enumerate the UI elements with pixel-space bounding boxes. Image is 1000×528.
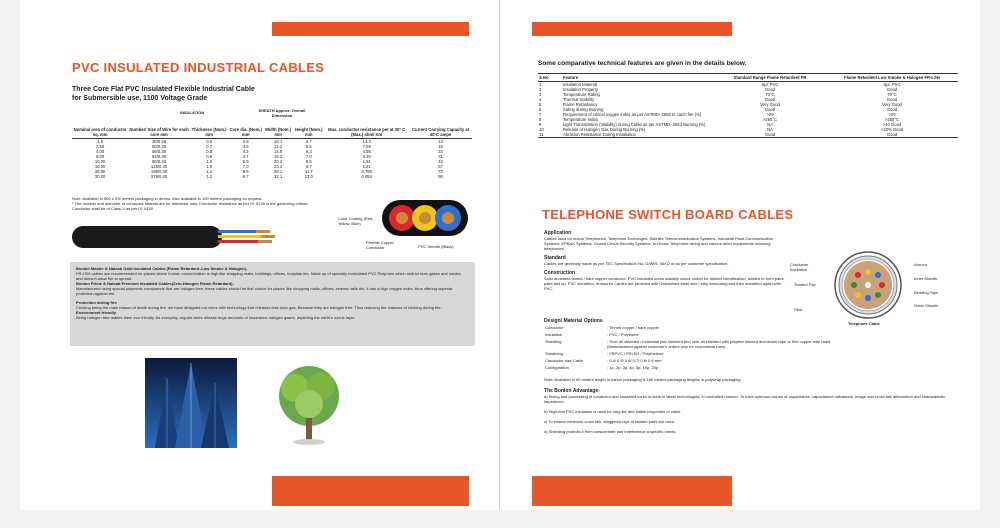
cell: Very Good <box>882 102 902 107</box>
cell: Insulation Material <box>563 82 597 87</box>
cell: 72 <box>438 169 443 174</box>
cell: 1.91 <box>362 159 371 164</box>
info-heading: Bonlon Prime & Natcab Premium Insulated Cables(Zero-Halogen Flame Retardant)- <box>76 281 234 286</box>
cell: 3.30 <box>362 154 371 159</box>
cell: 16.2 <box>274 154 283 159</box>
cell: NA <box>767 122 773 127</box>
label-flexible-conductor: Flexible Copper Conductor <box>366 240 395 250</box>
cell: Good <box>886 132 898 137</box>
info-text: FR-LSH cables are recommended for places where human concentration is high like shopping malls, buildings, offices, hospitas etc. Made up of specially formulated PVC Polymers which restrict toxic gases and smoke, and doesn't allow fire to spread. <box>76 271 462 281</box>
col-sno: S.No <box>538 74 562 82</box>
cell: 30/0.25 <box>152 139 167 144</box>
col-wire-size: Number/ Size of Wire for each core mm <box>129 127 189 137</box>
cell: Conductor <box>545 325 564 330</box>
insulation-group-label: INSULATION <box>180 110 205 115</box>
cell: 20.2 <box>274 159 283 164</box>
cell: Requirement of critical oxygen index as per ASTMD- 2863 to catch fire (%) <box>563 112 702 117</box>
telephone-title: TELEPHONE SWITCH BOARD CABLES <box>542 207 794 222</box>
cell: Thermal Stability <box>563 97 595 102</box>
cell: Temperature Rating <box>563 92 600 97</box>
col-current: Current Carrying Capacity at 40°C ampe <box>409 126 472 139</box>
info-text: Manufactured using special polymeric compounds that are halogen-free, these cables should be first choice for places like shopping malls, offices, cinema halls etc. it has a high oxygen index, thus offering superior protection against fire. <box>76 286 453 296</box>
cell: 4.7 <box>305 139 312 144</box>
cell: 196/0.40 <box>150 169 168 174</box>
label-inner-sheath: Inner Sheath <box>914 276 937 281</box>
cell: 24 <box>438 149 443 154</box>
construction-heading: Construction <box>544 270 576 276</box>
label-armour: Armour <box>914 262 928 267</box>
cell: Good <box>764 97 776 102</box>
cable-cross-section <box>380 196 470 240</box>
label-filler: Filler <box>794 307 803 312</box>
standard-heading: Standard <box>544 255 566 261</box>
cell: 7 <box>539 112 542 117</box>
cell: 2 <box>539 87 542 92</box>
city-buildings-photo <box>145 358 237 448</box>
cell: Good <box>886 97 898 102</box>
cell: NA <box>767 127 773 132</box>
table-row <box>544 338 838 350</box>
cell: Good <box>886 87 898 92</box>
info-text: Choking being the main reason of death during fire, we have designed our wires with technology that releases less toxic gas. Because they are halogen free. Thus reducing the chances of choking during fire. <box>76 305 442 310</box>
cell: 0.6 <box>206 139 213 144</box>
cell: 8 <box>539 117 542 122</box>
cell: 30.00 <box>94 174 106 179</box>
cell: 0.554 <box>361 174 372 179</box>
cell: 0.8 <box>206 154 213 159</box>
advantage-item: b) High-end PVC insulation is used for long life and stable properties of cable. <box>544 409 682 414</box>
cell: 4.2 <box>242 149 249 154</box>
cell: 5.5 <box>305 144 312 149</box>
cell: 6 <box>539 107 542 112</box>
tech-table <box>538 73 958 138</box>
cell: Sheathing <box>545 351 564 356</box>
cell: 18 <box>438 144 443 149</box>
cell: 13.0 <box>304 174 313 179</box>
cell: 1 <box>539 82 542 87</box>
table-row <box>544 331 838 338</box>
cell: 7.98 <box>362 144 371 149</box>
advantage-item: d) Shielding protects it from outside/inter pair interference a specific needs. <box>544 429 677 434</box>
cell: 1.0 <box>206 159 213 164</box>
cell: 50/0.25 <box>152 144 167 149</box>
fr-lsh-info-box <box>70 262 475 346</box>
table-row <box>72 174 472 179</box>
availability-note: Note: Available in 90 meters length in carton packaging & 180 meters packaging lengths in polywrap packaging. <box>544 377 742 382</box>
col-feature: Feature <box>562 74 714 82</box>
label-outer-sheath: Outer Sheath <box>914 303 938 308</box>
left-subtitle <box>72 85 452 103</box>
cell: 5 <box>539 102 542 107</box>
cell: 0.8 <box>206 149 213 154</box>
cell: Conductor size Cable <box>545 358 584 363</box>
page-fold <box>499 0 500 510</box>
cell: : 1p, 2p, 3p, 4p, 5p, 10p, 20p <box>607 365 659 370</box>
cell: Insulation <box>545 332 563 337</box>
cell: Shielding <box>545 339 562 344</box>
cell: 8.6 <box>242 169 249 174</box>
sheath-group-label: SHEATH Approx. Overall Dimension <box>258 108 306 118</box>
spec-table <box>72 126 472 179</box>
cell: 10.00 <box>94 159 106 164</box>
cell: 1.21 <box>362 164 371 169</box>
application-heading: Application <box>544 230 572 236</box>
cell: 84/0.30 <box>152 154 167 159</box>
cell: 13 <box>438 139 443 144</box>
cell: 6.3 <box>305 149 312 154</box>
cell: 90 <box>438 174 443 179</box>
cell: Very Good <box>760 102 780 107</box>
cell: 9 <box>539 122 542 127</box>
cell: : 0.4/ 0.5/ 0.6/ 0.7/ 0.8/ 0.9 mm <box>607 358 662 363</box>
tech-header-row <box>538 74 958 82</box>
cell: >250°C <box>884 117 900 122</box>
cell: 3 <box>539 92 542 97</box>
cell: Good <box>886 107 898 112</box>
advantage-heading: The Bonlon Advantage- <box>544 388 600 394</box>
standard-text: Cables are generally made as per TEC Specification No. G/WIR- 06/02 or as per customer specification. <box>544 261 729 266</box>
cell: 31 <box>438 154 443 159</box>
cell: Light Transmission (Visibility) during Cable as per ASTMD- 2843 Burning (%) <box>563 122 706 127</box>
green-tree-photo <box>263 358 355 448</box>
cell: 126/0.40 <box>150 164 168 169</box>
cell: 25.00 <box>94 169 106 174</box>
top-orange-band-left <box>272 22 469 36</box>
cell: 23.4 <box>274 164 283 169</box>
cell: 276/0.40 <box>150 174 168 179</box>
cell: 12.2 <box>274 144 283 149</box>
cell: Temperature Index <box>563 117 598 122</box>
cell: : PVC / Polythene <box>607 332 639 337</box>
cell: 10.1 <box>274 139 283 144</box>
cell: 4.95 <box>362 149 371 154</box>
table-row <box>538 132 958 138</box>
cell: 1.2 <box>206 169 213 174</box>
cell: >40 Good <box>882 122 902 127</box>
cell: 9.7 <box>242 174 249 179</box>
cell: 4.7 <box>242 154 249 159</box>
left-page <box>20 0 500 510</box>
info-text: Being halogen free makes them eco friendly. As everyday, regular wires release huge amounts of hazardous halogen gases, depleting the earth's ozone layer. <box>76 315 356 320</box>
cell: Good <box>764 107 776 112</box>
label-color-coding: Color Coating (Red, Yellow, Blue) <box>338 216 374 226</box>
cell: Good <box>764 87 776 92</box>
cell: Configuration <box>545 365 569 370</box>
cell: 2.50 <box>96 144 105 149</box>
cell: 6.9 <box>242 159 249 164</box>
cell: 7.0 <box>242 164 249 169</box>
telephone-body-top <box>544 226 789 291</box>
cell: 1.2 <box>206 174 213 179</box>
cell: : Tinned copper / bare copper <box>607 325 660 330</box>
tech-comparison-table <box>538 73 958 138</box>
diagram-caption: Telephone Cable <box>848 321 880 326</box>
cell: 56/0.30 <box>152 149 167 154</box>
subtitle-line-2: for Submersible use, 1100 Voltage Grade <box>72 95 208 102</box>
cell: 16.00 <box>94 164 106 169</box>
top-orange-band-right <box>532 22 732 36</box>
cell: 0.780 <box>361 169 372 174</box>
subtitle-line-1: Three Core Flat PVC Insulated Flexible Industrial Cable <box>72 86 255 93</box>
telephone-cable-diagram <box>828 250 908 320</box>
label-conductor-insulation: Conductor Insulation <box>790 262 809 272</box>
cell: 14.6 <box>274 149 283 154</box>
col-height: Height (Nom.) mm <box>295 127 323 137</box>
cell: Spl. PVC <box>883 82 901 87</box>
info-heading: Environment friendly <box>76 310 117 315</box>
cell: 8.5 <box>305 159 312 164</box>
cell: >250°C <box>762 117 778 122</box>
col-resistance: Max. conductor resistance per at 20° C (Max.) ohm/ Km <box>324 126 409 139</box>
col-nominal-area: Nominal area of conductor sq. mm <box>73 127 127 137</box>
cell: 28.1 <box>274 169 283 174</box>
col-width: Width (Nom.) mm <box>263 126 293 139</box>
cell: 4.00 <box>96 149 105 154</box>
label-bedding-tape: Bedding Tape <box>914 290 939 295</box>
cell: Release of Halogen Gas During Burning (%) <box>563 127 646 132</box>
cell: 70°C <box>765 92 775 97</box>
cell: 3.5 <box>242 144 249 149</box>
cell: Insulation Property <box>563 87 598 92</box>
table-row <box>544 357 838 364</box>
note-line: Note: Available in 500 ± 5% meters packaging in drums. Also available in 100 meters packaging on request. <box>72 196 263 201</box>
advantage-item: a) Sizing and processing of conductor and Insulated cores is done in latest technologies, in controlled manner. To have optimum values of capacitance, capacitance unbalance, image and cross talk attenuation and characteristic impedence. <box>544 394 946 404</box>
spec-header-row <box>72 126 472 139</box>
cell: 13.3 <box>362 139 371 144</box>
advantage-item: c) To ensure minimum cross talk, staggered lays of twisted pairs are used. <box>544 419 676 424</box>
cell: 11 <box>539 132 544 137</box>
col-fr-lsh: Flame Retardent Low Smoke & Halogen FR-LSH <box>826 74 958 82</box>
cell: Spl. PVC <box>761 82 779 87</box>
cell: 0.7 <box>206 144 213 149</box>
col-core-dia: Core dia. (Nom.) mm <box>229 127 262 137</box>
cell: 1.0 <box>206 164 213 169</box>
cell: 42 <box>438 159 443 164</box>
cell: 70°C <box>887 92 897 97</box>
bottom-orange-band-right <box>532 476 732 506</box>
cell: 1.5 <box>97 139 104 144</box>
cell: : FRPVC / FRLSH / Polythelene <box>607 351 664 356</box>
cell: 9.7 <box>305 164 312 169</box>
design-heading: Design/ Material Options <box>544 318 603 324</box>
cable-spec-table <box>72 108 472 179</box>
cell: 2.8 <box>242 139 249 144</box>
application-text: Cables used for indoor Telephones, Telephone Exchanges, Satellite Telecommunication Systems, Industrial Plant Communication Systems, EPBAX Systems, Closed Circuit Security Systems, In-House Telephone wiring and various other equipments involving telephones. <box>544 236 774 251</box>
cell: : Over all shielded / individual pair shielded and over all shielded with polyster backed aluminium tape or fine copper wire braid (Manufactured against customer's orders only for economical runs). <box>607 339 831 349</box>
info-heading: Bonlon Master & Natcab Gold Insulated Cables (Flame Retardant–Low Smoke & Halogen)- <box>76 266 248 271</box>
cell: >29 <box>766 112 774 117</box>
telephone-body-bottom <box>544 314 956 434</box>
col-thickness: Thickness (Nom.) mm <box>191 127 227 137</box>
table-row <box>544 364 838 371</box>
cell: Flame Retardancy <box>563 102 598 107</box>
note-line: Conductor shall be of Class-V as per IS: 8130 <box>72 206 154 211</box>
flat-cable-illustration <box>68 218 278 254</box>
table-row <box>544 350 838 357</box>
cell: Good <box>764 132 776 137</box>
bottom-orange-band-left <box>272 476 469 506</box>
cell: 80/0.40 <box>152 159 167 164</box>
cell: Abrasion Resistance During Installation <box>563 132 637 137</box>
cell: 11.7 <box>304 169 313 174</box>
cell: 4 <box>539 97 542 102</box>
cell: <20% Good <box>880 127 904 132</box>
cell: 10 <box>539 127 544 132</box>
cell: 7.0 <box>305 154 312 159</box>
cell: 6.00 <box>96 154 105 159</box>
left-title: PVC INSULATED INDUSTRIAL CABLES <box>72 60 325 75</box>
info-heading: Protection during fire <box>76 300 117 305</box>
design-table <box>544 324 838 371</box>
cell: >29 <box>888 112 896 117</box>
construction-text: Solid annealed tinned / bare copper conductor, PVC insulated cores suitably colour coded for distinct identification, twisted to form pairs, pairs laid up, PVC sheathed. Armoured Cables are provided with Galvanised steel wire / strip armouring and then sheathed again with PVC. <box>544 276 785 291</box>
table-row <box>544 324 838 331</box>
cell: Safety during Burning <box>563 107 604 112</box>
cell: 32.1 <box>274 174 283 179</box>
label-twisted-pair: Twisted Pair <box>794 282 816 287</box>
col-fr: Standard Range Flame Retardent FR <box>714 74 826 82</box>
label-pvc-sheath: PVC Sheath (Black) <box>418 244 454 249</box>
cell: 57 <box>438 164 443 169</box>
note-line: * The number and diameter of conductor strands are for reference only. Conductor resistance as per IS: 8130 is the governing criteria. <box>72 201 309 206</box>
tech-title: Some comparative technical features are given in the details below. <box>538 60 747 67</box>
